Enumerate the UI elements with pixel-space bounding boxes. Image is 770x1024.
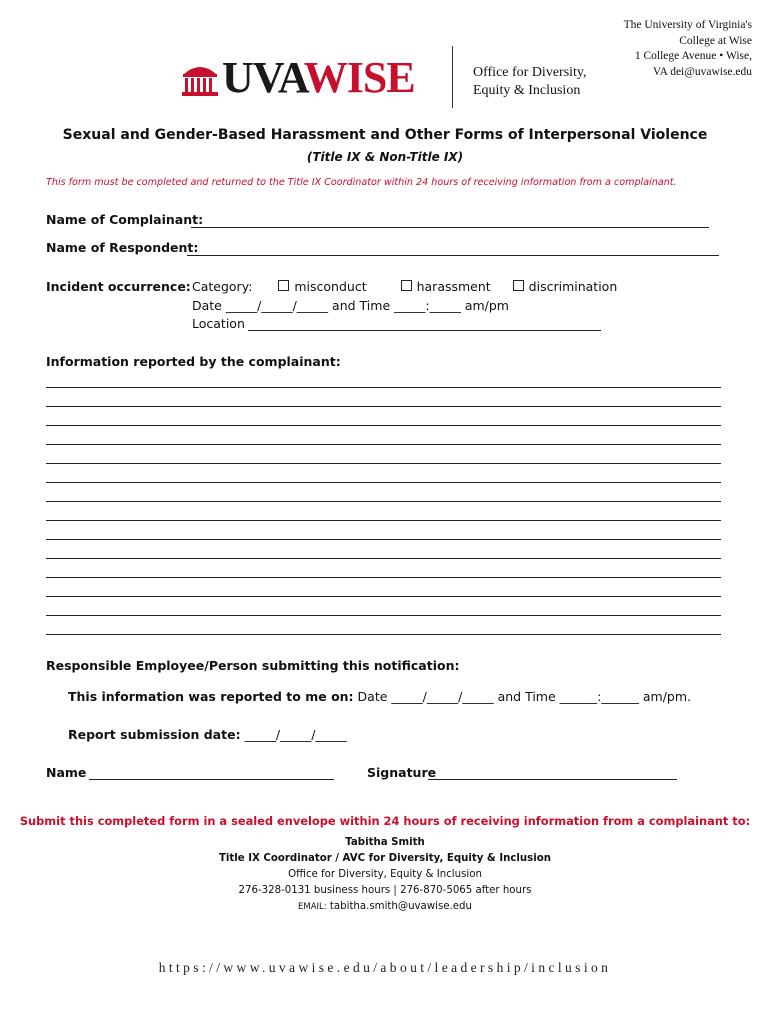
form-subtitle: (Title IX & Non-Title IX) bbox=[306, 150, 464, 164]
incident-date-field[interactable]: _____/_____/_____ bbox=[225, 298, 329, 313]
location-field[interactable] bbox=[248, 330, 601, 331]
form-title: Sexual and Gender-Based Harassment and Other Forms of Interpersonal Violence bbox=[62, 127, 708, 143]
signature-field[interactable] bbox=[428, 779, 677, 780]
incident-label: Incident occurrence: bbox=[46, 279, 191, 294]
info-line[interactable] bbox=[46, 482, 721, 483]
info-line[interactable] bbox=[46, 577, 721, 578]
info-line[interactable] bbox=[46, 615, 721, 616]
contact-block bbox=[0, 835, 770, 915]
contact-email-row bbox=[0, 899, 770, 915]
name-label: Name bbox=[46, 765, 87, 780]
responsible-heading: Responsible Employee/Person submitting this notification: bbox=[46, 658, 460, 673]
complainant-label: Name of Complainant: bbox=[46, 212, 204, 227]
discrimination-checkbox[interactable] bbox=[513, 280, 524, 291]
category-row bbox=[192, 279, 617, 294]
info-line[interactable] bbox=[46, 596, 721, 597]
header bbox=[0, 0, 770, 120]
info-line[interactable] bbox=[46, 463, 721, 464]
incident-date-row: Date _____/_____/_____ and Time _____:_____ am/pm bbox=[192, 298, 509, 313]
office-line2: Equity & Inclusion bbox=[473, 83, 581, 98]
info-line[interactable] bbox=[46, 387, 721, 388]
contact-office: Office for Diversity, Equity & Inclusion bbox=[288, 869, 482, 880]
email-label: EMAIL: bbox=[298, 902, 327, 912]
location-label: Location bbox=[192, 316, 245, 331]
respondent-field[interactable] bbox=[187, 255, 719, 256]
info-line[interactable] bbox=[46, 501, 721, 502]
submission-row: Report submission date: _____/_____/_____ bbox=[68, 727, 347, 742]
logo-uva: UVA bbox=[222, 53, 304, 102]
submission-date-field[interactable]: _____/_____/_____ bbox=[244, 727, 347, 742]
name-field[interactable] bbox=[89, 779, 334, 780]
info-reported-label: Information reported by the complainant: bbox=[46, 354, 341, 369]
instruction-text: This form must be completed and returned to the Title IX Coordinator within 24 hours of receiving information from a complainant. bbox=[46, 177, 677, 188]
info-line[interactable] bbox=[46, 520, 721, 521]
info-line[interactable] bbox=[46, 425, 721, 426]
info-line[interactable] bbox=[46, 539, 721, 540]
category-label: Category: bbox=[192, 279, 253, 294]
harassment-label: harassment bbox=[416, 279, 491, 294]
info-line[interactable] bbox=[46, 444, 721, 445]
header-divider bbox=[452, 46, 453, 108]
complainant-field[interactable] bbox=[191, 227, 709, 228]
info-line[interactable] bbox=[46, 406, 721, 407]
contact-title: Title IX Coordinator / AVC for Diversity, Equity & Inclusion bbox=[218, 853, 551, 864]
logo-wordmark bbox=[222, 54, 415, 102]
harassment-checkbox[interactable] bbox=[401, 280, 412, 291]
contact-email[interactable]: tabitha.smith@uvawise.edu bbox=[329, 901, 472, 912]
logo-wise: WISE bbox=[303, 53, 415, 102]
reported-date-field[interactable]: _____/_____/_____ bbox=[391, 689, 494, 704]
footer-url[interactable]: https://www.uvawise.edu/about/leadership/inclusion bbox=[158, 960, 612, 975]
respondent-label: Name of Respondent: bbox=[46, 240, 199, 255]
rotunda-logo-icon bbox=[180, 58, 220, 98]
contact-phones: 276-328-0131 business hours | 276-870-5065 after hours bbox=[238, 885, 532, 896]
address-block: The University of Virginia's College at Wise 1 College Avenue • Wise, VA dei@uvawise.edu bbox=[623, 19, 752, 78]
discrimination-label: discrimination bbox=[528, 279, 618, 294]
info-line[interactable] bbox=[46, 634, 721, 635]
misconduct-label: misconduct bbox=[294, 279, 367, 294]
office-line1: Office for Diversity, bbox=[473, 65, 587, 80]
submit-instruction: Submit this completed form in a sealed envelope within 24 hours of receiving information from a complainant to: bbox=[19, 814, 751, 828]
contact-name: Tabitha Smith bbox=[345, 837, 425, 848]
reported-time-field[interactable]: ______:______ bbox=[559, 689, 639, 704]
info-line[interactable] bbox=[46, 558, 721, 559]
incident-time-field[interactable]: _____:_____ bbox=[394, 298, 461, 313]
misconduct-checkbox[interactable] bbox=[278, 280, 289, 291]
office-name bbox=[473, 64, 587, 100]
signature-label: Signature bbox=[367, 765, 437, 780]
reported-on-row: This information was reported to me on: Date _____/_____/_____ and Time ______:______ am/pm. bbox=[68, 689, 692, 704]
